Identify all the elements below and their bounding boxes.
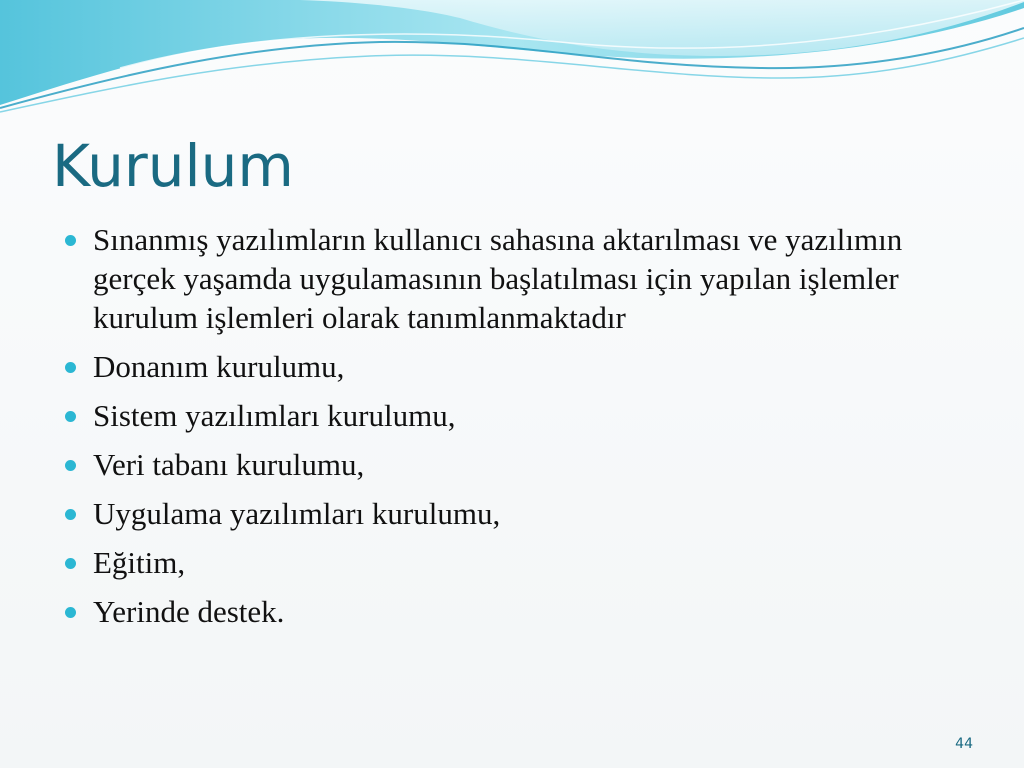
bullet-item <box>64 494 974 533</box>
bullet-item <box>64 396 974 435</box>
bullet-item <box>64 347 974 386</box>
slide-title: Kurulum <box>52 132 294 200</box>
bullet-item <box>64 592 974 631</box>
bullet-text: Veri tabanı kurulumu, <box>93 447 365 482</box>
bullet-item <box>64 445 974 484</box>
bullet-item <box>64 220 974 337</box>
bullet-text: Eğitim, <box>93 545 186 580</box>
bullet-dot-icon <box>65 411 76 422</box>
bullet-dot-icon <box>65 362 76 373</box>
bullet-text: Yerinde destek. <box>93 594 285 629</box>
bullet-text: Donanım kurulumu, <box>93 349 345 384</box>
bullet-dot-icon <box>65 509 76 520</box>
bullet-dot-icon <box>65 558 76 569</box>
bullet-dot-icon <box>65 607 76 618</box>
slide-number: 44 <box>955 736 973 752</box>
header-wave-decoration <box>0 0 1024 120</box>
bullet-text: Uygulama yazılımları kurulumu, <box>93 496 501 531</box>
bullet-item <box>64 543 974 582</box>
bullet-dot-icon <box>65 460 76 471</box>
bullet-dot-icon <box>65 235 76 246</box>
bullet-list <box>64 220 974 641</box>
bullet-text: Sınanmış yazılımların kullanıcı sahasına aktarılması ve yazılımın gerçek yaşamda uygulamasının başlatılması için yapılan işlemler kurulum işlemleri olarak tanımlanmaktadır <box>93 222 903 335</box>
bullet-text: Sistem yazılımları kurulumu, <box>93 398 456 433</box>
